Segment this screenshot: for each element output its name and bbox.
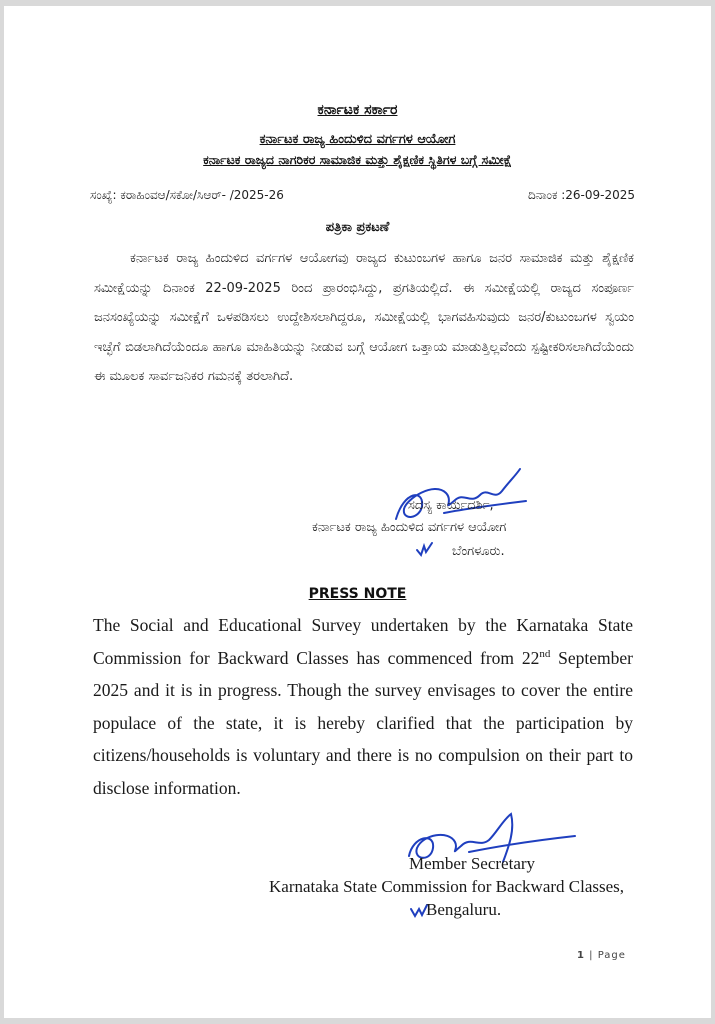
page-footer [577, 950, 626, 961]
kannada-body-paragraph: ಕರ್ನಾಟಕ ರಾಜ್ಯ ಹಿಂದುಳಿದ ವರ್ಗಗಳ ಆಯೋಗವು ರಾಜ್ಯದ ಕುಟುಂಬಗಳ ಹಾಗೂ ಜನರ ಸಾಮಾಜಿಕ ಮತ್ತು ಶೈಕ್ಷಣಿಕ ಸಮೀಕ್ಷೆಯನ್ನು ದಿನಾಂಕ 22-09-2025 ರಿಂದ ಪ್ರಾರಂಭಿಸಿದ್ದು, ಪ್ರಗತಿಯಲ್ಲಿದೆ. ಈ ಸಮೀಕ್ಷೆಯಲ್ಲಿ ರಾಜ್ಯದ ಸಂಪೂರ್ಣ ಜನಸಂಖ್ಯೆಯನ್ನು ಸಮೀಕ್ಷೆಗೆ ಒಳಪಡಿಸಲು ಉದ್ದೇಶಿಸಲಾಗಿದ್ದರೂ, ಸಮೀಕ್ಷೆಯಲ್ಲಿ ಭಾಗವಹಿಸುವುದು ಜನರ/ಕುಟುಂಬಗಳ ಸ್ವಯಂ ಇಚ್ಛೆಗೆ ಬಿಡಲಾಗಿದೆಯೆಂದೂ ಹಾಗೂ ಮಾಹಿತಿಯನ್ನು ನೀಡುವ ಬಗ್ಗೆ ಆಯೋಗ ಒತ್ತಾಯ ಮಾಡುತ್ತಿಲ್ಲವೆಂದು ಸ್ಪಷ್ಟೀಕರಿಸಲಾಗಿದೆಯೆಂದು ಈ ಮೂಲಕ ಸಾರ್ವಜನಿಕರ ಗಮನಕ್ಕೆ ತರಲಾಗಿದೆ. [94, 251, 634, 384]
kannada-commission-heading: ಕರ್ನಾಟಕ ರಾಜ್ಯ ಹಿಂದುಳಿದ ವರ್ಗಗಳ ಆಯೋಗ [259, 132, 456, 147]
ordinal-suffix: nd [539, 647, 551, 660]
kannada-survey-heading: ಕರ್ನಾಟಕ ರಾಜ್ಯದ ನಾಗರಿಕರ ಸಾಮಾಜಿಕ ಮತ್ತು ಶೈಕ್ಷಣಿಕ ಸ್ಥಿತಿಗಳ ಬಗ್ಗೆ ಸಮೀಕ್ಷೆ [203, 152, 512, 167]
english-body-text-1: The Social and Educational Survey undertaken by the Karnataka State Commission for Backward Classes has commenced from 22 [93, 615, 633, 668]
kannada-government-heading: ಕರ್ನಾಟಕ ಸರ್ಕಾರ [317, 102, 398, 118]
page-label: | Page [589, 950, 626, 961]
kannada-initial-mark [414, 540, 436, 558]
press-note-title: PRESS NOTE [308, 586, 407, 602]
page-number: 1 [577, 950, 585, 961]
document-date: ದಿನಾಂಕ :26-09-2025 [528, 188, 635, 202]
english-signatory-city: Bengaluru. [426, 900, 502, 919]
kannada-signatory-organization: ಕರ್ನಾಟಕ ರಾಜ್ಯ ಹಿಂದುಳಿದ ವರ್ಗಗಳ ಆಯೋಗ [312, 520, 507, 535]
english-signatory-designation: Member Secretary [409, 854, 536, 873]
kannada-signatory-designation: ಸದಸ್ಯ ಕಾರ್ಯದರ್ಶಿ, [408, 498, 494, 513]
document-page [4, 6, 711, 1018]
kannada-press-release-title: ಪತ್ರಿಕಾ ಪ್ರಕಟಣೆ [325, 220, 390, 235]
kannada-signatory-city: ಬೆಂಗಳೂರು. [452, 544, 505, 559]
reference-number: ಸಂಖ್ಯೆ: ಕರಾಹಿಂವಆ/ಸಕೋ/ಸಿಆರ್- /2025-26 [90, 188, 284, 202]
english-body-paragraph [93, 609, 633, 804]
english-signatory-organization: Karnataka State Commission for Backward Classes, [269, 877, 625, 896]
english-body-text-2: September 2025 and it is in progress. Though the survey envisages to cover the entire populace of the state, it is hereby clarified that the participation by citizens/households is voluntary and there is no compulsion on their part to disclose information. [93, 647, 633, 798]
